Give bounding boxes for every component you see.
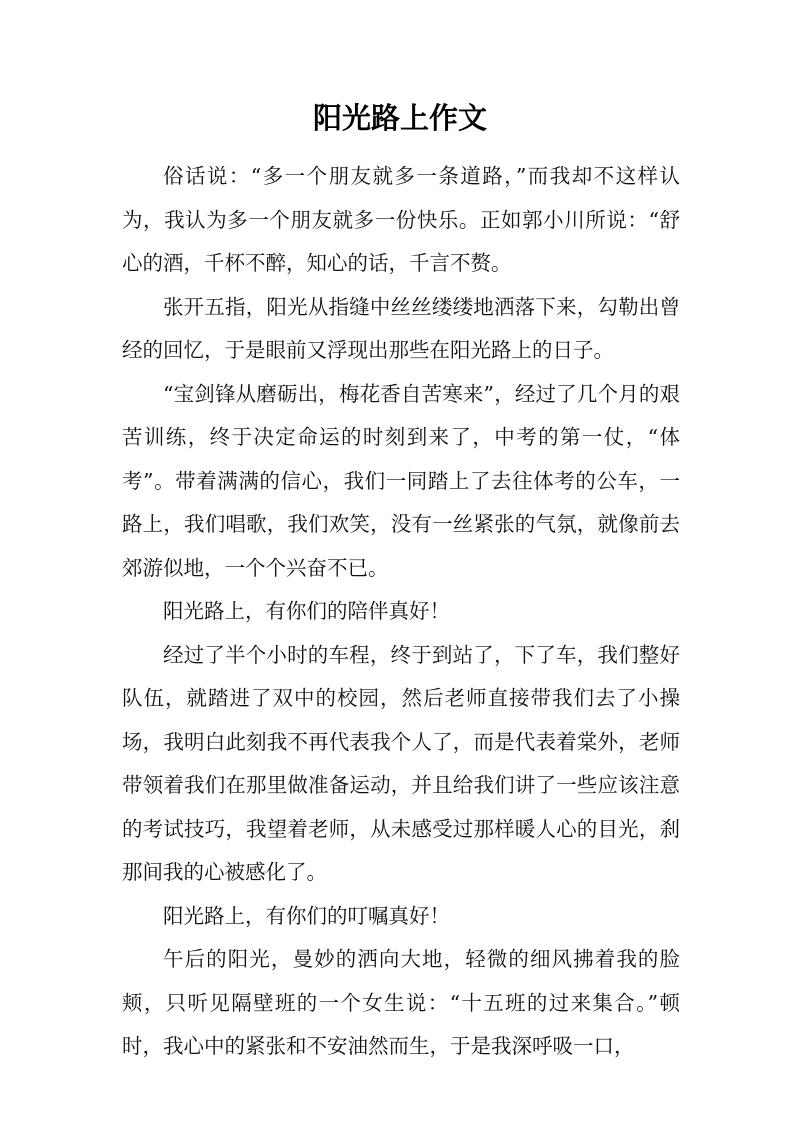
paragraph: “宝剑锋从磨砺出，梅花香自苦寒来”，经过了几个月的艰苦训练，终于决定命运的时刻到来了，中考的第一仗，“体考”。带着满满的信心，我们一同踏上了去往体考的公车，一路上，我们唱歌，我们欢笑，没有一丝紧张的气氛，就像前去郊游似地，一个个兴奋不已。 [122, 381, 680, 580]
document-body [122, 155, 680, 1069]
paragraph: 午后的阳光，曼妙的洒向大地，轻微的细风拂着我的脸颊，只听见隔壁班的一个女生说：“十五班的过来集合。”顿时，我心中的紧张和不安油然而生，于是我深呼吸一口， [122, 947, 680, 1058]
paragraph: 阳光路上，有你们的叮嘱真好！ [163, 903, 450, 928]
document-title: 阳光路上作文 [312, 101, 487, 135]
paragraph: 阳光路上，有你们的陪伴真好！ [163, 599, 450, 623]
paragraph: 经过了半个小时的车程，终于到站了，下了车，我们整好队伍，就踏进了双中的校园，然后老师直接带我们去了小操场，我明白此刻我不再代表我个人了，而是代表着棠外，老师带领着我们在那里做准备运动，并且给我们讲了一些应该注意的考试技巧，我望着老师，从未感受过那样暖人心的目光，刹那间我的心被感化了。 [122, 642, 680, 884]
paragraph: 俗话说：“多一个朋友就多一条道路，”而我却不这样认为，我认为多一个朋友就多一份快乐。正如郭小川所说：“舒心的酒，千杯不醉，知心的话，千言不赘。 [122, 164, 680, 275]
paragraph: 张开五指，阳光从指缝中丝丝缕缕地洒落下来，勾勒出曾经的回忆，于是眼前又浮现出那些在阳光路上的日子。 [122, 294, 680, 362]
